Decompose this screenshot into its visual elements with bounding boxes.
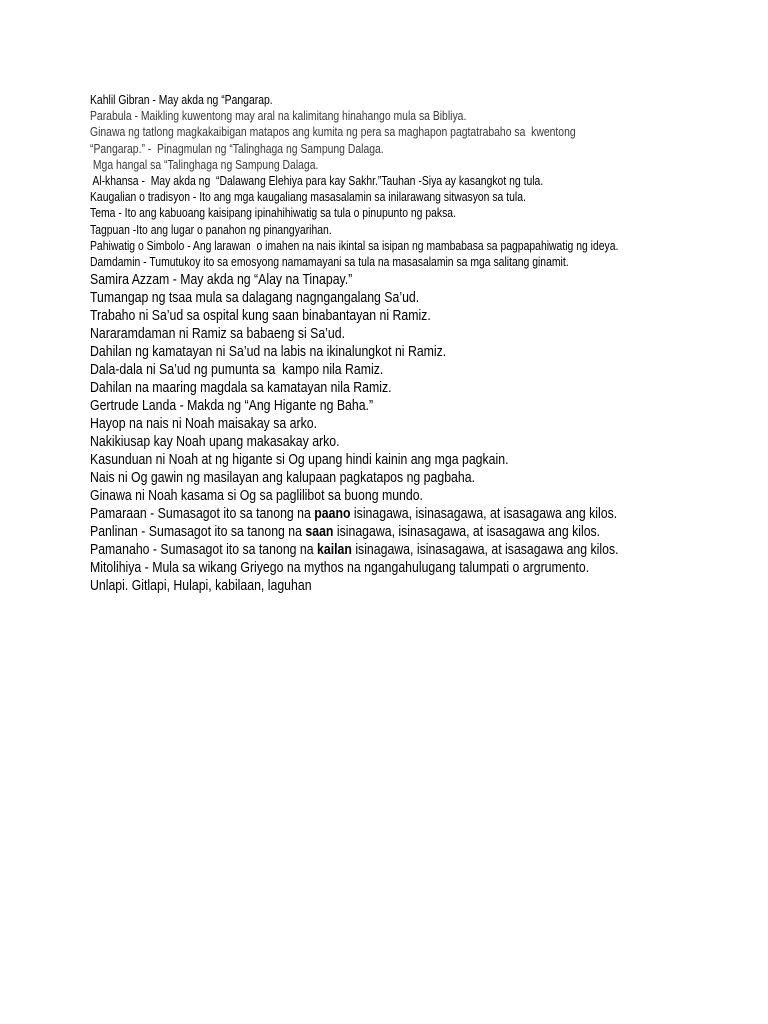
text-line-ginawa-ni-noah: Ginawa ni Noah kasama si Og sa paglilibot sa buong mundo. [90, 486, 423, 504]
pamanaho-text-after: isinagawa, isinasagawa, at isasagawa ang kilos. [351, 540, 619, 558]
text-line-mitolihiya: Mitolihiya - Mula sa wikang Griyego na mythos na ngangahulugang talumpati o argrumento. [90, 558, 590, 576]
text-line-hayop: Hayop na nais ni Noah maisakay sa arko. [90, 414, 317, 432]
text-line-panlinan [90, 523, 639, 541]
text-line-nararamdaman: Nararamdaman ni Ramiz sa babaeng si Sa’ud. [90, 324, 346, 342]
text-line-dahilan-maaring: Dahilan na maaring magdala sa kamatayan nila Ramiz. [90, 378, 392, 396]
text-line-dala-dala: Dala-dala ni Sa’ud ng pumunta sa kampo nila Ramiz. [90, 360, 384, 378]
pamanaho-text-before: Pamanaho - Sumasagot ito sa tanong na [90, 540, 318, 558]
text-line-kahlil-gibran: Kahlil Gibran - May akda ng “Pangarap. [90, 92, 273, 107]
pamaraan-text-after: isinagawa, isinasagawa, at isasagawa ang kilos. [350, 504, 618, 522]
text-line-gertrude-landa: Gertrude Landa - Makda ng “Ang Higante ng Baha.” [90, 396, 374, 414]
text-line-parabula: Parabula - Maikling kuwentong may aral na kalimitang hinahango mula sa Bibliya. [90, 108, 467, 124]
text-line-damdamin: Damdamin - Tumutukoy ito sa emosyong namamayani sa tula na masasalamin sa mga salitang ginamit. [90, 254, 569, 270]
text-line-al-khansa: Al-khansa - May akda ng “Dalawang Elehiya para kay Sakhr.”Tauhan -Siya ay kasangkot ng tula. [90, 173, 544, 189]
text-line-ginawa-ng-tatlong: Ginawa ng tatlong magkakaibigan matapos ang kumita ng pera sa maghapon pagtatrabaho sa kwentong [90, 124, 576, 140]
text-line-trabaho: Trabaho ni Sa’ud sa ospital kung saan binabantayan ni Ramiz. [90, 306, 431, 324]
document-page [90, 92, 760, 595]
text-line-pahiwatig: Pahiwatig o Simbolo - Ang larawan o imahen na nais ikintal sa isipan ng mambabasa sa pagpapahiwatig ng ideya. [90, 237, 619, 253]
text-line-pamanaho [90, 541, 639, 559]
text-line-unlapi: Unlapi. Gitlapi, Hulapi, kabilaan, laguhan [90, 576, 312, 594]
text-line-pamaraan [90, 505, 639, 523]
text-line-tagpuan: Tagpuan -Ito ang lugar o panahon ng pinangyarihan. [90, 221, 332, 237]
text-line-samira-azzam: Samira Azzam - May akda ng “Alay na Tinapay.” [90, 270, 353, 288]
pamaraan-text-before: Pamaraan - Sumasagot ito sa tanong na [90, 504, 315, 522]
text-line-mga-hangal: Mga hangal sa “Talinghaga ng Sampung Dalaga. [90, 156, 319, 172]
text-line-nais-ni-og: Nais ni Og gawin ng masilayan ang kalupaan pagkatapos ng pagbaha. [90, 468, 475, 486]
panlinan-keyword: saan [305, 522, 334, 540]
pamaraan-keyword: paano [314, 504, 351, 522]
text-line-dahilan-kamatayan: Dahilan ng kamatayan ni Sa’ud na labis na ikinalungkot ni Ramiz. [90, 342, 447, 360]
pamanaho-keyword: kailan [317, 540, 352, 558]
text-line-kasunduan: Kasunduan ni Noah at ng higante si Og upang hindi kainin ang mga pagkain. [90, 450, 509, 468]
text-line-nakikiusap: Nakikiusap kay Noah upang makasakay arko. [90, 432, 340, 450]
text-line-pangarap-pinagmulan: “Pangarap.” - Pinagmulan ng “Talinghaga ng Sampung Dalaga. [90, 140, 384, 156]
text-line-kaugalian: Kaugalian o tradisyon - Ito ang mga kaugaliang masasalamin sa inilarawang sitwasyon sa tula. [90, 189, 526, 205]
panlinan-text-after: isinagawa, isinasagawa, at isasagawa ang kilos. [333, 522, 601, 540]
text-line-tema: Tema - Ito ang kabuoang kaisipang ipinahihiwatig sa tula o pinupunto ng paksa. [90, 205, 456, 221]
text-line-tumangap: Tumangap ng tsaa mula sa dalagang nagngangalang Sa’ud. [90, 288, 420, 306]
panlinan-text-before: Panlinan - Sumasagot ito sa tanong na [90, 522, 306, 540]
